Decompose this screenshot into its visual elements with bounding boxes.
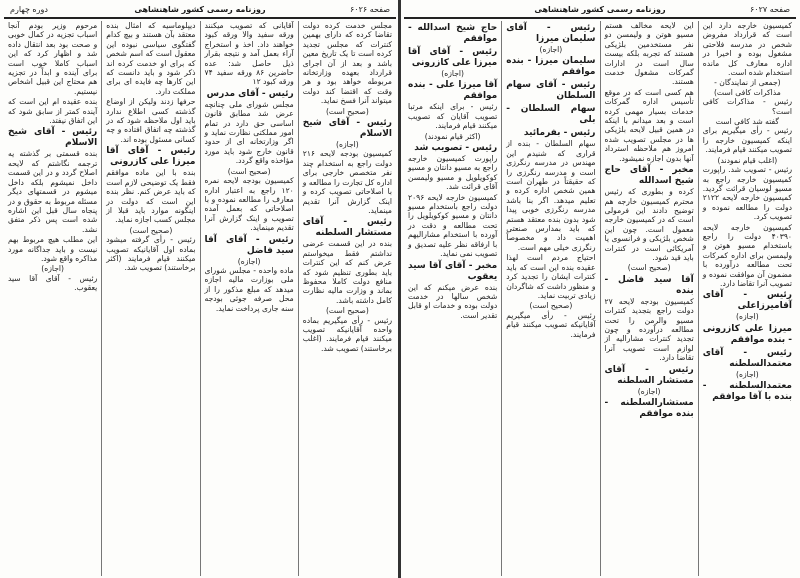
left-page-header bbox=[6, 3, 394, 17]
paragraph: کمیسیون خارجه دارد این است که قرارداد مفروض شخص در مدرسه فلاحتی مشغول بوده و اخیرا در اداره معارف کل مانده استخدام شده است. bbox=[702, 21, 792, 78]
paragraph: کمیسیون خارجه لایحه ۴۰۳۹۰ دولت را راجع باستخدام مسیو هوتن و ولیمسن برای اداره کمرکات تحت مطالعه درآورده با مضمون آن موافقت نموده و تصویب آنرا تقاضا دارد. bbox=[702, 222, 792, 288]
left-page-volume: دوره چهارم bbox=[10, 5, 48, 14]
speaker-heading: مستشارالسلطنه - بنده موافقم bbox=[604, 398, 694, 419]
speaker-heading: رئیس - آقای سهام السلطان bbox=[506, 80, 596, 102]
right-page-masthead-title: روزنامه رسمی کشور شاهنشاهی bbox=[534, 5, 666, 14]
speaker-heading: رئیس - آقای معتمدالسلطنه bbox=[702, 347, 792, 369]
text-column bbox=[4, 21, 101, 576]
speaker-heading: آقا سید فاضل - بنده bbox=[604, 274, 694, 296]
paragraph: بنده با این ماده موافقم فقط یک توضیحی لازم است که باید عرض کنم. نظر بنده این است که دولت در اینگونه موارد باید قبلا از مجلس کسب اجازه نماید. bbox=[106, 168, 196, 225]
paragraph: مجلس شورای ملی چنانچه عرض شد مطابق قانون اساسی حق دارد در تمام امور مملکتی نظارت نماید و اگر وزارتخانه ای از حدود قانون خارج شود باید مورد مؤاخذه واقع گردد. bbox=[204, 99, 294, 166]
text-column bbox=[298, 21, 396, 576]
paragraph: بنده در این قسمت عرضی نداشتم فقط میخواستم عرض کنم که این کنترات باید بطوری تنظیم شود که منافع دولت کاملا محفوظ بماند و وزارت مالیه نظارت کامل داشته باشد. bbox=[302, 239, 392, 305]
parenthetical-note: (صحیح است) bbox=[325, 306, 369, 316]
speaker-heading: رئیس - آقای سلیمان میرزا bbox=[506, 23, 596, 44]
text-column bbox=[404, 21, 501, 576]
text-column bbox=[501, 21, 599, 576]
parenthetical-note: (صحیح است) bbox=[529, 301, 573, 311]
paragraph: کرده و بطوری که رئیس محترم کمیسیون خارجه هم توضیح دادند این فرمولی است که در کمیسیون خارجه معمول است. چون این شخص بلژیکی و فرانسوی یا آمریکائی است در کنترات باید قید شود. bbox=[604, 187, 694, 262]
paragraph: ماده واحده - مجلس شورای ملی بوزارت مالیه اجازه میدهد که مبلغ مذکور را از محل صرفه جوئی بودجه سنه جاری پرداخت نماید. bbox=[204, 265, 294, 313]
speaker-heading: رئیس - آقای آقا میرزا علی کازرونی bbox=[408, 47, 498, 68]
paragraph: حرفها زدند ولیکن از اوضاع گذشته کسی اطلاع ندارد باید اول ملاحظه شود که در گذشته چه اتفاق افتاده و چه کسانی مسئول بوده اند. bbox=[106, 97, 196, 144]
paragraph: مجلس خدمت کرده دولت تقاضا کرده که دارای بهمین کنترات که مجلس تجدید کرده است تا یک تاریخ معین باشد و بعد از آن اجرای قرارداد بعهده وزارتخانه مربوطه خواهد بود و هر وقت که اقتضا کند دولت میتواند آنرا فسخ نماید. bbox=[302, 21, 392, 106]
paragraph: بنده عقیده ام این است که آینده کمتر از سابق شود که این اتفاق نیفتد. bbox=[8, 97, 98, 126]
speaker-heading: رئیس - آقای مستشار السلطنه bbox=[604, 364, 694, 386]
parenthetical-note: (جمعی از نمایندگان - مذاکرات کافی است) bbox=[713, 78, 781, 97]
text-column bbox=[600, 21, 698, 576]
speaker-heading: رئیس - آقای آقا میرزا علی کازرونی bbox=[106, 146, 196, 168]
paragraph: رئیس - آقای آقا سید یعقوب. bbox=[8, 273, 98, 293]
speaker-heading: حاج شیخ اسدالله - موافقم bbox=[408, 23, 498, 44]
paragraph: دیپلوماسیه که امثال بنده معتقد بآن هستند و بیچ کدام گفتگوی سیاسی نبوده این معقول است که اسم شخص که برای او خدمت کرده اند ذکر شود و باید دانست که این کارها چه فایده ای برای مملکت دارد. bbox=[106, 21, 196, 96]
speaker-heading: رئیس - تصویب شد bbox=[414, 143, 498, 154]
paragraph: سهام السلطان - بنده از قراری که شنیدم این مهندس در مدرسه رنگرزی است و مدرسه رنگرزی را که حقیقتاً در طهران است همین شخص اداره کرده و تعلیم میدهد. اگر بنا باشد مدرسه رنگرزی خوبی پیدا شود بدون بنده معتقد هستم که باید بمدارس صنعتی اهمیت داد و مخصوصاً رنگرزی خیلی مهم است. bbox=[506, 139, 596, 252]
speaker-heading: رئیس - بفرمائید bbox=[523, 128, 596, 139]
paragraph: بنده عرض میکنم که این شخص سالها در خدمت دولت بوده و خدمات او قابل تقدیر است. bbox=[408, 282, 498, 320]
paragraph: رئیس - رأی میگیریم بماده واحده آقایانیکه تصویب میکنند قیام فرمایند. (اغلب برخاستند) تصویب شد. bbox=[302, 315, 392, 353]
parenthetical-note: (اجازه) bbox=[441, 69, 464, 78]
parenthetical-note: (اجازه) bbox=[539, 45, 563, 54]
left-page-number: صفحه ۶۰۲۶ bbox=[349, 5, 390, 14]
speaker-heading: سلیمان میرزا - بنده موافقم bbox=[506, 56, 596, 78]
speaker-heading: مخبر - آقای حاج شیخ اسدالله bbox=[604, 165, 694, 187]
right-page-number: صفحه ۶۰۲۷ bbox=[749, 5, 790, 14]
right-newspaper-page bbox=[400, 0, 800, 578]
paragraph: هم کسی است که در موقع تأسیس اداره گمرکات خدمات بسیار مهمی کرده است و بعد میدانم با اینکه در همین قبیل لایحه بلژیکی ها در مجلس تصویب شده امروز هم ملاحظه استرداد آنها بدون اجازه نمیشود. bbox=[604, 87, 694, 163]
left-page-masthead-title: روزنامه رسمی کشور شاهنشاهی bbox=[134, 5, 266, 14]
right-page-header bbox=[406, 3, 794, 17]
header-rule bbox=[4, 17, 396, 19]
parenthetical-note: (اغلب قیام نمودند) bbox=[717, 155, 778, 165]
parenthetical-note: (صحیح است) bbox=[227, 166, 271, 176]
parenthetical-note: (صحیح است) bbox=[627, 263, 671, 273]
speaker-heading: رئیس - آقای آقامیرزاعلی bbox=[702, 290, 792, 312]
paragraph: کمیسیون بودجه لایحه ۲۷ دولت راجع بتجدید کنترات مسیو والرمن را تحت مطالعه درآورده و چون تجدید کنترات مشارالیه از لوازم است تصویب آنرا تقاضا دارد. bbox=[604, 296, 694, 363]
paragraph: رئیس - مذاکرات کافی است؟ bbox=[702, 97, 792, 116]
text-column bbox=[101, 21, 199, 576]
paragraph: احتیاج مردم است لهذا عقیده بنده این است که باید کنترات ایشان را تجدید کرد و منظور داشت که شاگردان زیادی تربیت نماید. bbox=[506, 253, 596, 300]
paragraph: رئیس - رأی میگیریم آقایانیکه تصویب میکنند قیام فرمایند. bbox=[506, 310, 596, 339]
speaker-heading: معتمدالسلطنه - بنده با آقا موافقم bbox=[702, 381, 792, 403]
parenthetical-note: (اجازه) bbox=[637, 386, 661, 396]
paragraph: کمیسیون بودجه لایحه نمره ۱۲۰ راجع به اعتبار اداره معارف را مطالعه نموده و با اصلاحاتی که بعمل آمده تصویب و اینک گزارش آنرا تقدیم مینماید. bbox=[204, 176, 294, 233]
paragraph: کمیسیون خارجه لایحه ۲۰۹۶ دولت راجع باستخدام مسیو دانتان و مسیو کوکویلویل را تحت مطالعه و دقت در آورده با استخدام مشارالیهم با ارفاقه نظر علیه تصدیق و تصویب نمی نماید. bbox=[408, 192, 498, 259]
parenthetical-note: (اجازه) bbox=[736, 369, 759, 379]
paragraph: رئیس - رأی میگیریم برای اینکه کمیسیون خارجه را تصویب میکنند قیام فرمایند. bbox=[702, 126, 792, 155]
paragraph: رئیس - تصویب شد. راپورت کمیسیون خارجه راجع به مسیو لوسیان قرائت گردید. کمیسیون خارجه لایحه ۲۱۲۲ دولت را مطالعه نموده و تصویب کرد. bbox=[702, 165, 792, 222]
speaker-heading: رئیس - آقای شیخ الاسلام bbox=[8, 127, 98, 149]
paragraph: آقایانی که تصویب میکنند ورقه سفید والا ورقه کبود خواهند داد. اخذ و استخراج آراء بعمل آمد و نتیجه بقرار ذیل حاصل شد: عده حاضرین ۸۶ ورقه سفید ۷۴ ورقه کبود ۱۲ bbox=[204, 21, 294, 87]
speaker-heading: مخبر - آقای آقا سید یعقوب bbox=[408, 260, 498, 282]
right-page-columns bbox=[404, 21, 796, 576]
speaker-heading: رئیس - آقای مدرس bbox=[206, 88, 294, 99]
paragraph: راپورت کمیسیون خارجه راجع به مسیو دانتان و مسیو کوکویلویل و مسیو ولیمسن آقای قرائت شد. bbox=[408, 154, 498, 192]
text-column bbox=[698, 21, 796, 576]
paragraph: بنده قسمتی بر گذشته یه ترجمه نگاشتم که لایحه اصلاح گردد و در این قسمت داخل نمیشوم بلکه داخل میشوم در قسمتهای دیگر مسئله مربوط به حقوق و در پنجاه سال قبل این اشاره شده است پس ذکر متفق نشد. bbox=[8, 149, 98, 234]
speaker-heading: سهام السلطان - بلی bbox=[506, 104, 596, 126]
parenthetical-note: (اجازه) bbox=[41, 264, 64, 274]
paragraph: مرحوم وزیر بودم آنجا اسباب تجزیه در کمال خوبی و صحت بود بعد انتقال داده شد و اظهار کرد که این اسباب کاملا خوب است برای آینده و ابداً در تجزیه هم محتاج این قبیل اشخاص نیستیم. bbox=[8, 21, 98, 96]
parenthetical-note: (صحیح است) bbox=[129, 225, 173, 235]
paragraph: رئیس - رأی گرفته میشود بماده اول آقایانیکه تصویب میکنند قیام فرمایند (اکثر برخاستند) تصویب شد. bbox=[106, 235, 196, 273]
parenthetical-note: (اجازه) bbox=[336, 140, 359, 150]
speaker-heading: رئیس - آقای مستشار السلطنه bbox=[302, 217, 392, 239]
paragraph: این لایحه مخالف هستم مسیو هوتن و ولیمسن دو نفر مستخدمین بلژیکی هستند که تجربه بلکه بیست سال است در ادارات گمرکات مشغول خدمت هستند. bbox=[604, 21, 694, 87]
speaker-heading: رئیس - آقای شیخ الاسلام bbox=[302, 118, 392, 140]
paragraph: کمیسیون بودجه لایحه ۲۱۶ دولت راجع به استخدام چند نفر متخصص خارجی برای اداره کل تجارت را مطالعه و با اصلاحاتی تصویب کرده و اینک گزارش آنرا تقدیم مینماید. bbox=[302, 149, 392, 215]
header-rule bbox=[404, 17, 796, 19]
speaker-heading: آقا میرزا علی - بنده موافقم bbox=[408, 80, 498, 102]
parenthetical-note: گفته شد کافی است bbox=[715, 117, 779, 127]
parenthetical-note: (صحیح است) bbox=[325, 106, 369, 116]
speaker-heading: میرزا علی کازرونی - بنده موافقم bbox=[702, 323, 792, 345]
parenthetical-note: (اجازه) bbox=[736, 312, 759, 322]
text-column bbox=[200, 21, 298, 576]
parenthetical-note: (اجازه) bbox=[237, 256, 261, 266]
paragraph: رئیس - برای اینکه مرتبا تصویب آقایان که تصویب میکنند قیام فرمایند. bbox=[408, 102, 498, 131]
page-fold-divider bbox=[398, 0, 401, 578]
left-page-columns bbox=[4, 21, 396, 576]
parenthetical-note: (اکثر قیام نمودند) bbox=[424, 131, 481, 141]
speaker-heading: رئیس - آقای آقا سید فاضل bbox=[204, 234, 294, 256]
paragraph: این مطلب هیچ مربوط بهم نیست و باید جداگانه مورد مذاکره واقع شود. bbox=[8, 235, 98, 263]
